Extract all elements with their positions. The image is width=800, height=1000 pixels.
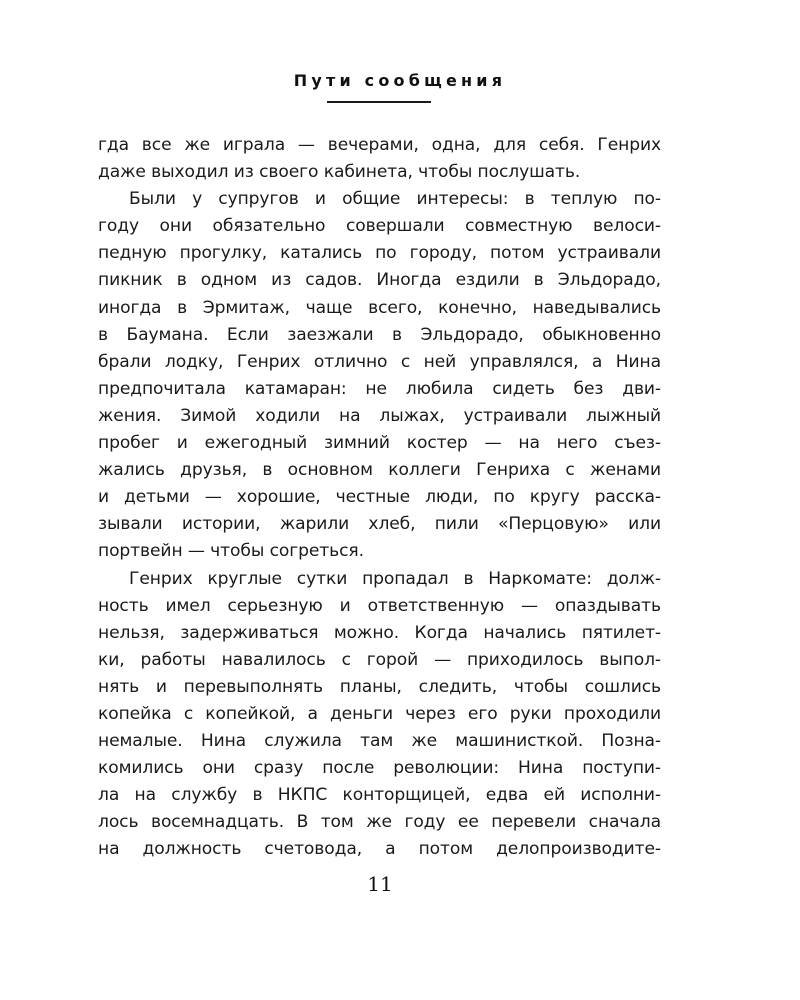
text-line: жались друзья, в основном коллеги Генриха с женами — [98, 460, 661, 481]
text-line: педную прогулку, катались по городу, потом устраивали — [98, 243, 661, 264]
text-line: даже выходил из своего кабинета, чтобы послушать. — [98, 162, 581, 183]
text-line: и детьми — хорошие, честные люди, по кругу расска- — [98, 487, 661, 508]
text-line: ность имел серьезную и ответственную — опаздывать — [98, 595, 661, 616]
text-line: немалые. Нина служила там же машинисткой. Позна- — [98, 731, 661, 752]
text-line: гда все же играла — вечерами, одна, для себя. Генрих — [98, 135, 661, 155]
text-line: нельзя, задерживаться можно. Когда начались пятилет- — [98, 622, 661, 643]
text-line: Были у супругов и общие интересы: в теплую по- — [129, 189, 661, 210]
text-line: нять и перевыполнять планы, следить, чтобы сошлись — [98, 676, 661, 697]
text-line: лось восемнадцать. В том же году ее перевели сначала — [98, 812, 661, 833]
text-line: копейка с копейкой, а деньги через его руки проходили — [98, 703, 661, 724]
text-line: Генрих круглые сутки пропадал в Наркомате: долж- — [129, 568, 661, 589]
text-line: иногда в Эрмитаж, чаще всего, конечно, наведывались — [98, 297, 661, 318]
text-line: брали лодку, Генрих отлично с ней управлялся, а Нина — [98, 351, 661, 372]
text-line: пробег и ежегодный зимний костер — на него съез- — [98, 433, 661, 454]
text-line: зывали истории, жарили хлеб, пили «Перцовую» или — [98, 514, 661, 535]
text-line: ла на службу в НКПС конторщицей, едва ей исполни- — [98, 785, 661, 806]
text-line: комились они сразу после революции: Нина поступи- — [98, 758, 661, 779]
page-number: 11 — [367, 872, 393, 896]
text-line: пикник в одном из садов. Иногда ездили в Эльдорадо, — [98, 270, 661, 291]
text-line: предпочитала катамаран: не любила сидеть без дви- — [98, 378, 661, 399]
text-line: ки, работы навалилось с горой — приходилось выпол- — [98, 649, 661, 670]
text-line: на должность счетовода, а потом делопроизводите- — [98, 839, 661, 860]
text-line: году они обязательно совершали совместную велоси- — [98, 216, 661, 237]
text-line: в Баумана. Если заезжали в Эльдорадо, обыкновенно — [98, 324, 661, 345]
running-head-rule — [327, 101, 431, 103]
text-line: жения. Зимой ходили на лыжах, устраивали лыжный — [98, 405, 661, 426]
running-head: Пути сообщения — [293, 71, 507, 90]
body-text — [98, 132, 661, 864]
text-line: портвейн — чтобы согреться. — [98, 541, 364, 562]
